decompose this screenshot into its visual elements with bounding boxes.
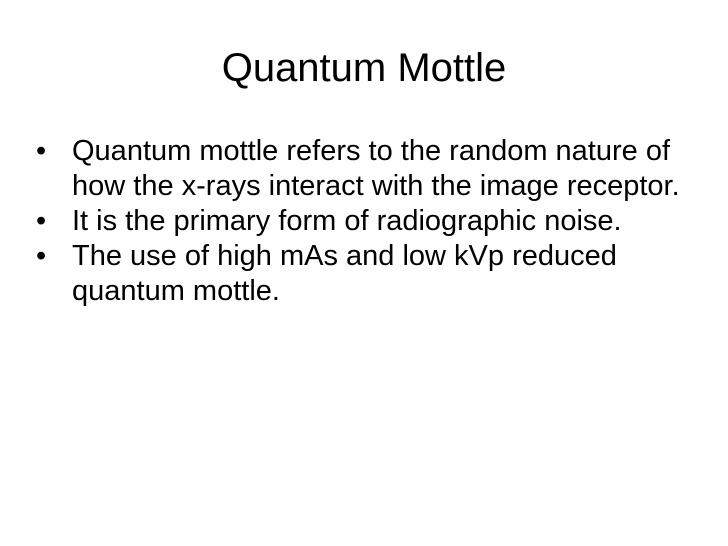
slide-title: Quantum Mottle <box>221 46 507 90</box>
bullet-item <box>36 204 696 239</box>
bullet-list <box>36 134 696 309</box>
bullet-text: The use of high mAs and low kVp reduced quantum mottle. <box>72 240 617 307</box>
bullet-dot-icon: • <box>36 205 47 237</box>
bullet-dot-icon: • <box>36 135 47 167</box>
bullet-dot-icon: • <box>36 240 47 272</box>
bullet-item <box>36 239 696 309</box>
bullet-item <box>36 134 696 204</box>
bullet-text: Quantum mottle refers to the random nature of how the x-rays interact with the image receptor. <box>72 135 680 202</box>
bullet-text: It is the primary form of radiographic noise. <box>72 205 622 237</box>
